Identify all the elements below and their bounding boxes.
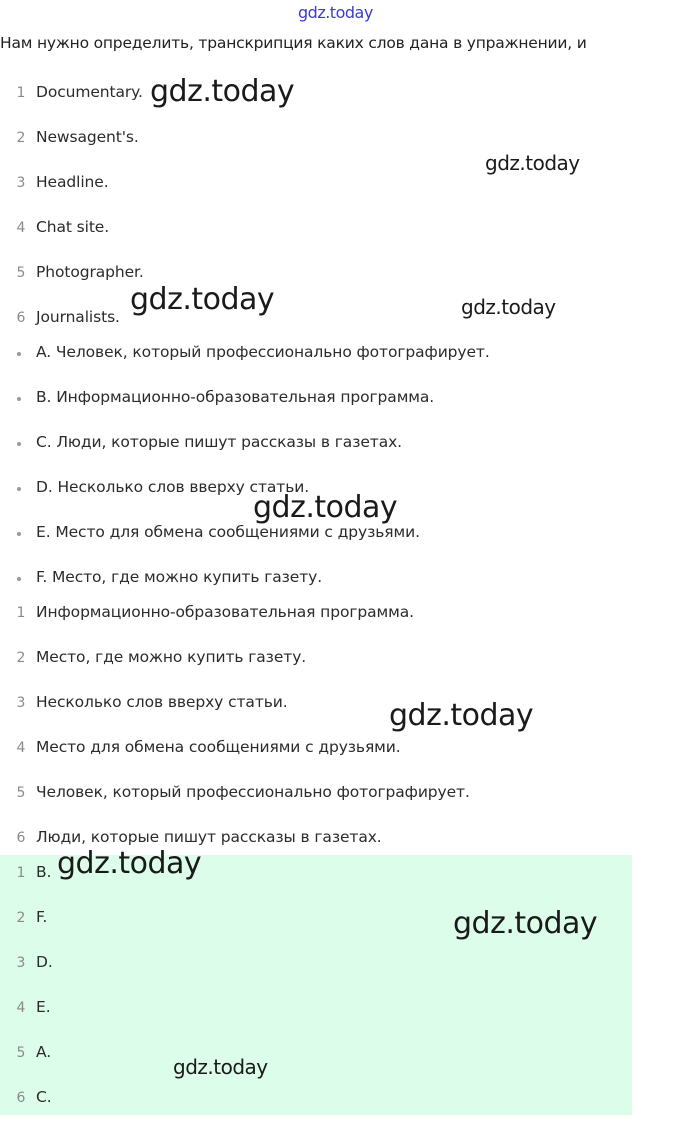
watermark: gdz.today: [461, 295, 556, 319]
item-number: 2: [16, 910, 26, 926]
item-number: 4: [16, 740, 26, 756]
bullet-icon: [17, 352, 21, 356]
translation-text: Информационно-образовательная программа.: [36, 603, 414, 621]
answer-text: F.: [36, 908, 48, 926]
definition-text: F. Место, где можно купить газету.: [36, 568, 323, 586]
bullet-icon: [17, 397, 21, 401]
item-number: 1: [16, 865, 26, 881]
list-item: [0, 175, 680, 220]
list-item: [0, 265, 680, 310]
list-item: [0, 740, 680, 785]
item-number: 5: [16, 265, 26, 281]
item-number: 6: [16, 1090, 26, 1106]
list-item: [0, 525, 680, 570]
watermark: gdz.today: [130, 282, 275, 317]
definition-text: A. Человек, который профессионально фотографирует.: [36, 343, 490, 361]
list-item: [0, 1090, 680, 1135]
bullet-icon: [17, 442, 21, 446]
list-item: [0, 785, 680, 830]
item-number: 2: [16, 130, 26, 146]
bullet-icon: [17, 487, 21, 491]
translation-text: Несколько слов вверху статьи.: [36, 693, 288, 711]
list-item: [0, 650, 680, 695]
item-number: 2: [16, 650, 26, 666]
word-text: Headline.: [36, 173, 109, 191]
answer-text: A.: [36, 1043, 52, 1061]
list-item: [0, 390, 680, 435]
translation-text: Люди, которые пишут рассказы в газетах.: [36, 828, 382, 846]
translation-text: Человек, который профессионально фотографирует.: [36, 783, 470, 801]
item-number: 5: [16, 1045, 26, 1061]
list-item: [0, 435, 680, 480]
item-number: 4: [16, 220, 26, 236]
word-text: Photographer.: [36, 263, 144, 281]
bullet-icon: [17, 577, 21, 581]
intro-text: Нам нужно определить, транскрипция каких слов дана в упражнении, и: [0, 34, 587, 52]
bullet-icon: [17, 532, 21, 536]
translation-text: Место, где можно купить газету.: [36, 648, 307, 666]
watermark: gdz.today: [173, 1055, 268, 1079]
watermark: gdz.today: [389, 698, 534, 733]
item-number: 5: [16, 785, 26, 801]
list-item: [0, 345, 680, 390]
item-number: 6: [16, 830, 26, 846]
answer-text: B.: [36, 863, 52, 881]
definition-text: C. Люди, которые пишут рассказы в газетах.: [36, 433, 402, 451]
list-item: [0, 1000, 680, 1045]
list-item: [0, 695, 680, 740]
watermark: gdz.today: [57, 846, 202, 881]
item-number: 1: [16, 605, 26, 621]
definition-text: E. Место для обмена сообщениями с друзьями.: [36, 523, 420, 541]
item-number: 3: [16, 695, 26, 711]
site-link[interactable]: gdz.today: [298, 3, 373, 22]
list-item: [0, 220, 680, 265]
word-text: Chat site.: [36, 218, 110, 236]
word-text: Journalists.: [36, 308, 120, 326]
list-item: [0, 605, 680, 650]
answer-text: E.: [36, 998, 51, 1016]
word-text: Newsagent's.: [36, 128, 139, 146]
list-item: [0, 955, 680, 1000]
watermark: gdz.today: [150, 74, 295, 109]
answer-text: D.: [36, 953, 53, 971]
watermark: gdz.today: [485, 151, 580, 175]
item-number: 3: [16, 175, 26, 191]
definition-text: B. Информационно-образовательная программа.: [36, 388, 435, 406]
definition-text: D. Несколько слов вверху статьи.: [36, 478, 310, 496]
list-item: [0, 1045, 680, 1090]
item-number: 3: [16, 955, 26, 971]
word-text: Documentary.: [36, 83, 143, 101]
item-number: 4: [16, 1000, 26, 1016]
item-number: 1: [16, 85, 26, 101]
item-number: 6: [16, 310, 26, 326]
list-item: [0, 85, 680, 130]
watermark: gdz.today: [253, 490, 398, 525]
answer-text: C.: [36, 1088, 52, 1106]
watermark: gdz.today: [453, 906, 598, 941]
translation-text: Место для обмена сообщениями с друзьями.: [36, 738, 401, 756]
